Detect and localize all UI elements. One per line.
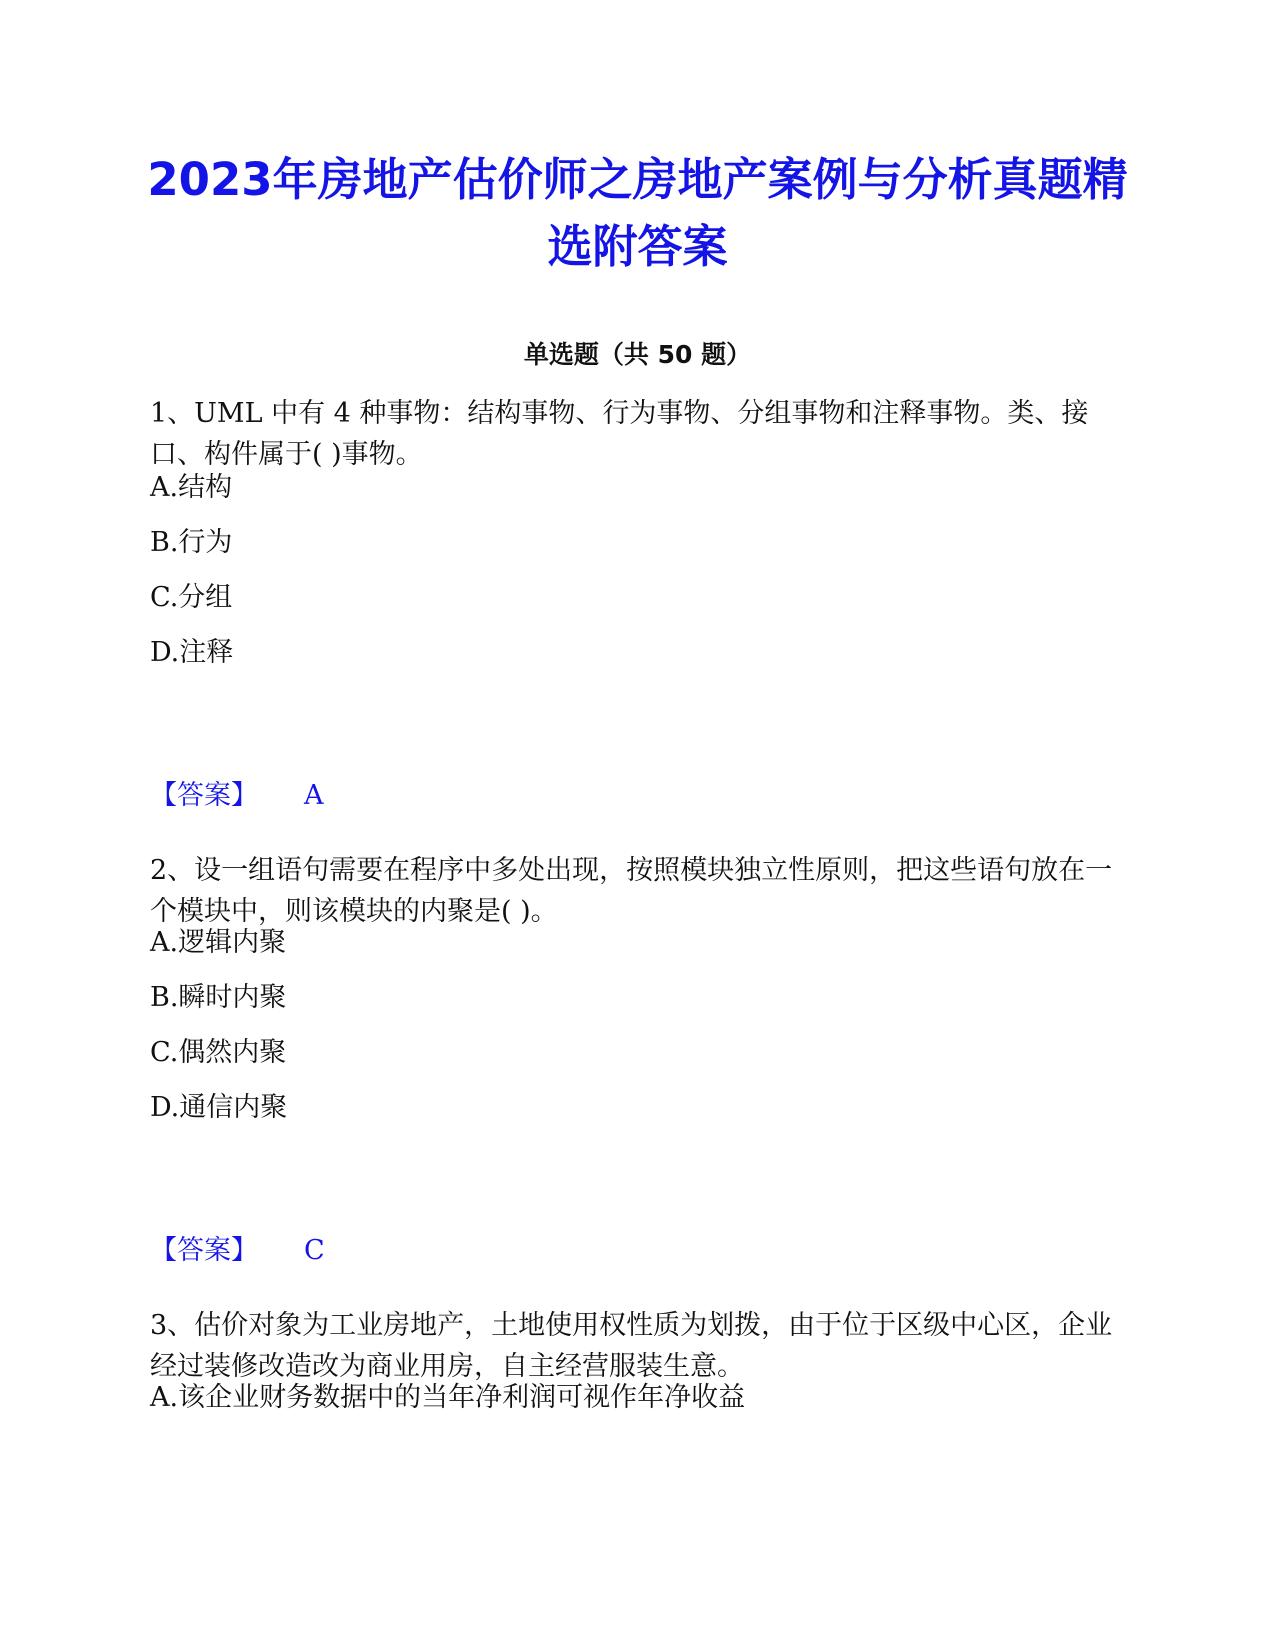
question-2-option-d: D.通信内聚 (150, 1092, 288, 1123)
question-1-option-c: C.分组 (150, 582, 233, 613)
question-2-text: 2、设一组语句需要在程序中多处出现，按照模块独立性原则，把这些语句放在一个模块中，则该模块的内聚是( )。 (150, 855, 1113, 927)
question-1-text: 1、UML 中有 4 种事物：结构事物、行为事物、分组事物和注释事物。类、接口、构件属于( )事物。 (150, 398, 1089, 470)
answer-value: C (304, 1235, 325, 1266)
section-heading: 单选题（共 50 题） (523, 340, 752, 369)
question-2-option-a: A.逻辑内聚 (150, 927, 287, 958)
answer-label: 【答案】 (150, 1235, 258, 1266)
question-1-option-b: B.行为 (150, 527, 233, 558)
question-1-option-a: A.结构 (150, 472, 233, 503)
question-3-text: 3、估价对象为工业房地产，土地使用权性质为划拨，由于位于区级中心区，企业经过装修改造改为商业用房，自主经营服装生意。 (150, 1310, 1113, 1382)
question-2-answer (150, 1233, 325, 1269)
document-title: 2023年房地产估价师之房地产案例与分析真题精选附答案 (147, 153, 1128, 273)
answer-value: A (304, 780, 324, 811)
question-1-option-d: D.注释 (150, 637, 234, 668)
answer-label: 【答案】 (150, 780, 258, 811)
question-1-answer (150, 778, 324, 814)
question-2-option-b: B.瞬时内聚 (150, 982, 287, 1013)
question-3-option-a: A.该企业财务数据中的当年净利润可视作年净收益 (150, 1382, 746, 1413)
question-2-option-c: C.偶然内聚 (150, 1037, 287, 1068)
